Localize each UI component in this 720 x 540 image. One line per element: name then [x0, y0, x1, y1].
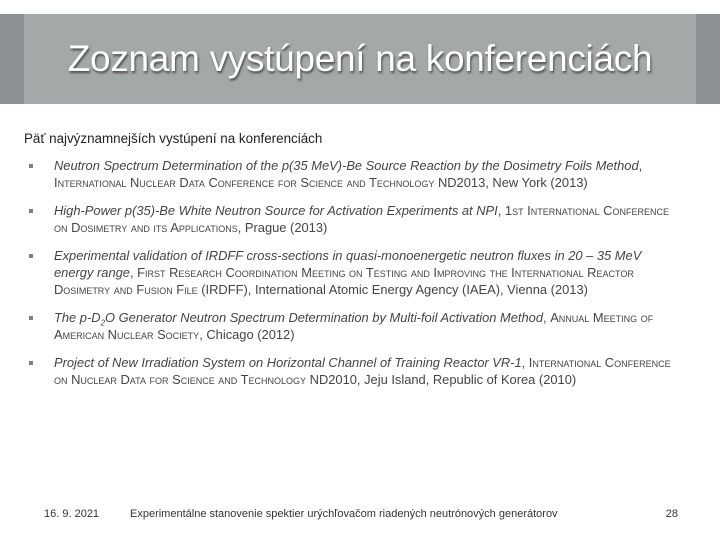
bullet-icon	[29, 209, 33, 213]
slide-subtitle: Päť najvýznamnejších vystúpení na konferenciách	[24, 131, 323, 146]
item-separator: ,	[521, 355, 529, 370]
item-title: Experimental validation of IRDFF cross-sections in quasi-monoenergetic neutron fluxes in 20 – 35 MeV energy range	[54, 248, 642, 280]
title-panel	[24, 14, 696, 104]
item-details: , Prague (2013)	[237, 220, 328, 235]
bullet-icon	[29, 316, 33, 320]
item-ordinal-suffix: st	[512, 203, 524, 218]
item-separator: , 1	[497, 203, 513, 218]
item-venue: International Conference on Dosimetry and its Applications	[54, 203, 669, 235]
bullet-icon	[29, 254, 33, 258]
item-title-part-b: O Generator Neutron Spectrum Determination by Multi-foil Activation Method	[105, 310, 544, 325]
item-title: Project of New Irradiation System on Horizontal Channel of Training Reactor VR-1	[54, 355, 522, 370]
item-title-part-a: The p-D	[54, 310, 101, 325]
page-number: 28	[665, 508, 678, 520]
item-details: , Chicago (2012)	[199, 327, 295, 342]
list-item	[24, 309, 676, 343]
item-separator: ,	[543, 310, 551, 325]
list-item	[24, 247, 676, 298]
item-venue: International Nuclear Data Conference for Science and Technology	[54, 175, 435, 190]
item-venue: First Research Coordination Meeting on Testing and Improving the International Reactor Dosimetry and Fusion File	[54, 265, 634, 297]
item-separator: ,	[638, 158, 643, 173]
footer-date: 16. 9. 2021	[44, 508, 100, 520]
list-item	[24, 157, 676, 191]
footer-title: Experimentálne stanovenie spektier urýchľovačom riadených neutrónových generátorov	[130, 508, 558, 520]
item-details: ND2010, Jeju Island, Republic of Korea (2010)	[306, 372, 577, 387]
item-title: Neutron Spectrum Determination of the p(35 MeV)-Be Source Reaction by the Dosimetry Foils Method	[54, 158, 639, 173]
item-separator: ,	[129, 265, 138, 280]
bullet-icon	[29, 164, 33, 168]
item-details: ND2013, New York (2013)	[434, 175, 588, 190]
item-venue: Annual Meeting of American Nuclear Society	[54, 310, 654, 342]
list-item	[24, 202, 676, 236]
presentation-list	[24, 157, 676, 399]
item-title: High-Power p(35)-Be White Neutron Source for Activation Experiments at NPI	[54, 203, 498, 218]
item-venue: International Conference on Nuclear Data for Science and Technology	[54, 355, 671, 387]
slide-title: Zoznam vystúpení na konferenciách	[67, 38, 653, 79]
bullet-icon	[29, 361, 33, 365]
list-item	[24, 354, 676, 388]
item-details: (IRDFF), International Atomic Energy Agency (IAEA), Vienna (2013)	[197, 282, 588, 297]
item-title-subscript: 2	[100, 318, 106, 328]
